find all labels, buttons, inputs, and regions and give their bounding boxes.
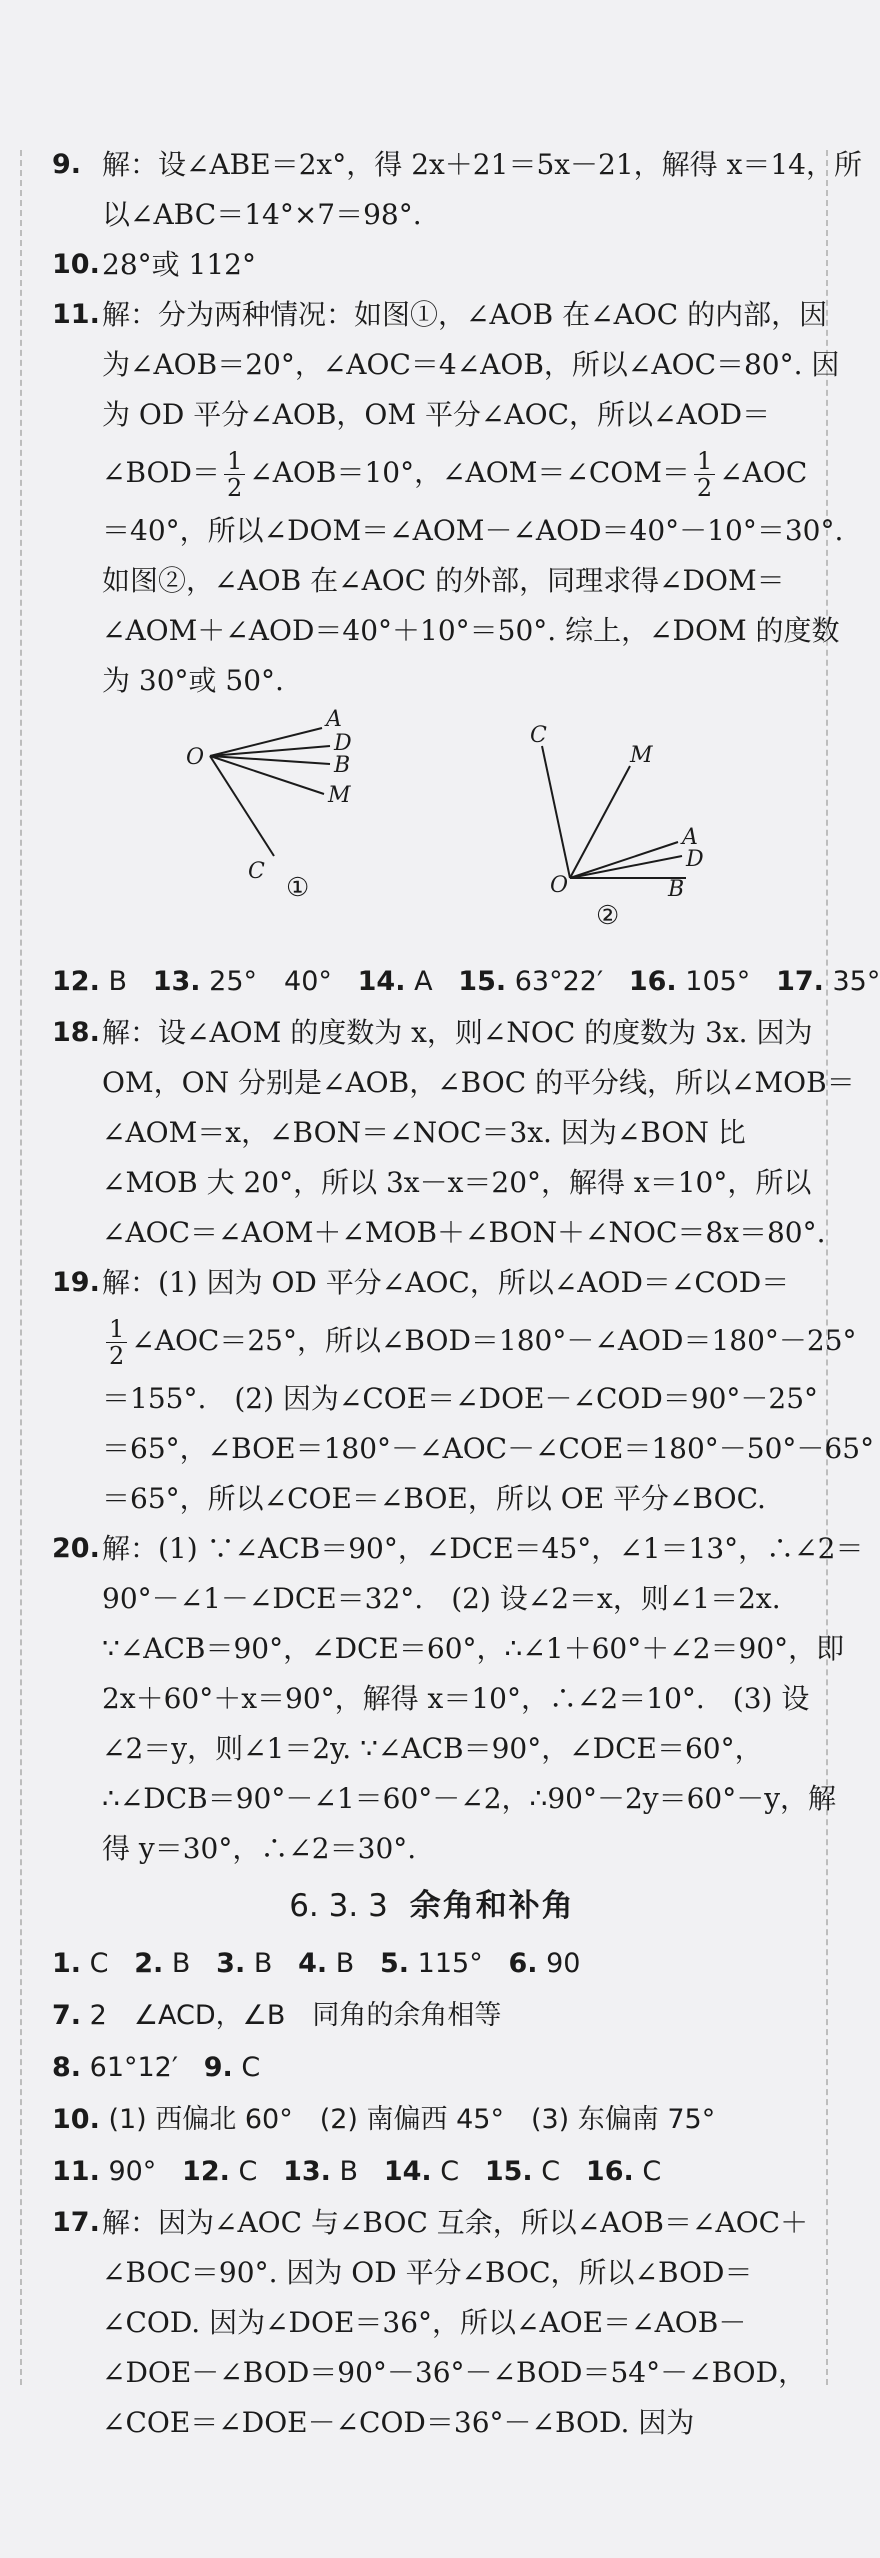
text-segment: ∠AOB＝10°，∠AOM＝∠COM＝ bbox=[249, 456, 690, 489]
answer-value: 25° 40° bbox=[209, 966, 332, 997]
answer-value: C bbox=[541, 2156, 561, 2187]
answer-line: ∠COE＝∠DOE－∠COD＝36°－∠BOD. 因为 bbox=[102, 2406, 695, 2439]
answer-line-fraction bbox=[102, 1308, 857, 1374]
item-number: 14. bbox=[383, 2156, 432, 2187]
answer-line: ∠AOM＋∠AOD＝40°＋10°＝50°. 综上，∠DOM 的度数 bbox=[102, 614, 840, 647]
answer-value: 61°12′ bbox=[89, 2052, 178, 2083]
answer-value: 2 ∠ACD，∠B 同角的余角相等 bbox=[89, 2000, 502, 2031]
answer-value: A bbox=[414, 966, 433, 997]
answer-10 bbox=[52, 240, 812, 290]
label-b: B bbox=[668, 877, 685, 902]
answer-line-fraction bbox=[102, 440, 812, 506]
answer-line: 得 y＝30°，∴∠2＝30°. bbox=[102, 1832, 417, 1865]
answer-line: 为 OD 平分∠AOB，OM 平分∠AOC，所以∠AOD＝ bbox=[102, 398, 771, 431]
answer-value: C bbox=[241, 2052, 261, 2083]
answer-value: 90° bbox=[108, 2156, 157, 2187]
item-number: 6. bbox=[508, 1948, 538, 1979]
figure-2-diagram bbox=[522, 706, 762, 946]
answer-line: 解：设∠AOM 的度数为 x，则∠NOC 的度数为 3x. 因为 bbox=[102, 1016, 813, 1049]
text-segment: ∠AOC bbox=[719, 456, 808, 489]
answer-value: 115° bbox=[417, 1948, 483, 1979]
answers-11-16 bbox=[52, 2146, 812, 2198]
answer-line: ∴∠DCB＝90°－∠1＝60°－∠2，∴90°－2y＝60°－y，解 bbox=[102, 1782, 837, 1815]
label-c: C bbox=[248, 859, 265, 884]
item-number: 9. bbox=[52, 149, 82, 180]
answer-20 bbox=[52, 1524, 864, 1874]
section-heading bbox=[52, 1874, 812, 1938]
answer-line: ＝40°，所以∠DOM＝∠AOM－∠AOD＝40°－10°＝30°. bbox=[102, 514, 844, 547]
item-number: 20. bbox=[52, 1533, 100, 1564]
item-number: 19. bbox=[52, 1267, 100, 1298]
answer-value: 105° bbox=[685, 966, 751, 997]
label-o: O bbox=[186, 745, 205, 770]
item-number: 11. bbox=[52, 2156, 100, 2187]
item-number: 16. bbox=[585, 2156, 634, 2187]
fraction-numerator: 1 bbox=[106, 1316, 127, 1343]
label-a: A bbox=[326, 707, 342, 732]
answer-value: C bbox=[89, 1948, 109, 1979]
item-number: 10. bbox=[52, 249, 100, 280]
item-number: 18. bbox=[52, 1017, 100, 1048]
item-number: 3. bbox=[216, 1948, 246, 1979]
answer-line: ＝65°，所以∠COE＝∠BOE，所以 OE 平分∠BOC. bbox=[102, 1482, 766, 1515]
figure-mark: ① bbox=[286, 873, 310, 903]
text-segment: ∠BOD＝ bbox=[102, 456, 220, 489]
answer-line: 为 30°或 50°. bbox=[102, 664, 284, 697]
text-segment: ∠AOC＝25°，所以∠BOD＝180°－∠AOD＝180°－25° bbox=[131, 1324, 857, 1357]
item-number: 13. bbox=[152, 966, 201, 997]
answers-1-6 bbox=[52, 1938, 812, 1990]
answer-line: 28°或 112° bbox=[102, 248, 256, 281]
answer-line: ∠2＝y，则∠1＝2y. ∵∠ACB＝90°，∠DCE＝60°， bbox=[102, 1732, 763, 1765]
label-m: M bbox=[328, 783, 351, 808]
answer-value: (1) 西偏北 60° (2) 南偏西 45° (3) 东偏南 75° bbox=[108, 2104, 716, 2135]
answer-value: C bbox=[238, 2156, 258, 2187]
answer-line: ∠COD. 因为∠DOE＝36°，所以∠AOE＝∠AOB－ bbox=[102, 2306, 747, 2339]
answer-line: ＝155°. (2) 因为∠COE＝∠DOE－∠COD＝90°－25° bbox=[102, 1382, 819, 1415]
answer-line: ∠AOC＝∠AOM＋∠MOB＋∠BON＋∠NOC＝8x＝80°. bbox=[102, 1216, 826, 1249]
answer-18 bbox=[52, 1008, 855, 1258]
item-number: 13. bbox=[283, 2156, 331, 2187]
answer-content bbox=[52, 140, 880, 2448]
item-number: 17. bbox=[776, 966, 824, 997]
ray-oc bbox=[542, 746, 570, 878]
fraction-half bbox=[694, 448, 715, 501]
answer-line: 解：(1) 因为 OD 平分∠AOC，所以∠AOD＝∠COD＝ bbox=[102, 1266, 790, 1299]
answer-line: 90°－∠1－∠DCE＝32°. (2) 设∠2＝x，则∠1＝2x. bbox=[102, 1582, 781, 1615]
answer-line: ∠MOB 大 20°，所以 3x－x＝20°，解得 x＝10°，所以 bbox=[102, 1166, 812, 1199]
answer-line: ＝65°，∠BOE＝180°－∠AOC－∠COE＝180°－50°－65° bbox=[102, 1432, 875, 1465]
label-b: B bbox=[334, 753, 351, 778]
ray-oc bbox=[210, 756, 274, 856]
answer-19 bbox=[52, 1258, 875, 1524]
fraction-numerator: 1 bbox=[694, 448, 715, 475]
fraction-half bbox=[224, 448, 245, 501]
answer-value: B bbox=[335, 1948, 355, 1979]
fraction-half bbox=[106, 1316, 127, 1369]
answer-value: B bbox=[339, 2156, 359, 2187]
fraction-denominator: 2 bbox=[226, 474, 243, 502]
answer-value: B bbox=[108, 966, 127, 997]
label-c: C bbox=[530, 723, 547, 748]
item-number: 8. bbox=[52, 2052, 82, 2083]
left-margin-rule bbox=[20, 150, 22, 2385]
section-title: 余角和补角 bbox=[409, 1888, 575, 1924]
item-number: 14. bbox=[357, 966, 406, 997]
answer-11 bbox=[52, 290, 844, 706]
item-number: 10. bbox=[52, 2104, 100, 2135]
label-d: D bbox=[334, 731, 352, 756]
answer-line: 为∠AOB＝20°，∠AOC＝4∠AOB，所以∠AOC＝80°. 因 bbox=[102, 348, 840, 381]
answer-value: 90 bbox=[546, 1948, 581, 1979]
answer-line: ∠DOE－∠BOD＝90°－36°－∠BOD＝54°－∠BOD， bbox=[102, 2356, 807, 2389]
answer-value: C bbox=[440, 2156, 460, 2187]
answer-line: ∠BOC＝90°. 因为 OD 平分∠BOC，所以∠BOD＝ bbox=[102, 2256, 753, 2289]
answer-line: 2x＋60°＋x＝90°，解得 x＝10°，∴∠2＝10°. (3) 设 bbox=[102, 1682, 810, 1715]
angle-figures bbox=[52, 706, 812, 956]
item-number: 17. bbox=[52, 2207, 100, 2238]
label-o: O bbox=[550, 873, 569, 898]
answer-line: ∠AOM＝x，∠BON＝∠NOC＝3x. 因为∠BON 比 bbox=[102, 1116, 746, 1149]
answer-value: B bbox=[253, 1948, 273, 1979]
answer-10-directions bbox=[52, 2094, 812, 2146]
answer-line: 解：分为两种情况：如图①，∠AOB 在∠AOC 的内部，因 bbox=[102, 298, 828, 331]
fraction-denominator: 2 bbox=[109, 1342, 125, 1370]
item-number: 1. bbox=[52, 1948, 82, 1979]
answer-line: ∵∠ACB＝90°，∠DCE＝60°，∴∠1＋60°＋∠2＝90°，即 bbox=[102, 1632, 845, 1665]
item-number: 7. bbox=[52, 2000, 82, 2031]
item-number: 12. bbox=[182, 2156, 230, 2187]
answer-7 bbox=[52, 1990, 812, 2042]
answer-line: 解：(1) ∵∠ACB＝90°，∠DCE＝45°，∠1＝13°，∴∠2＝ bbox=[102, 1532, 864, 1565]
answer-value: B bbox=[171, 1948, 191, 1979]
item-number: 15. bbox=[458, 966, 507, 997]
answer-line: 解：因为∠AOC 与∠BOC 互余，所以∠AOB＝∠AOC＋ bbox=[102, 2206, 809, 2239]
item-number: 12. bbox=[52, 966, 100, 997]
answer-17-section bbox=[52, 2198, 812, 2448]
answers-8-9 bbox=[52, 2042, 812, 2094]
answer-line: OM，ON 分别是∠AOB，∠BOC 的平分线，所以∠MOB＝ bbox=[102, 1066, 855, 1099]
item-number: 2. bbox=[134, 1948, 164, 1979]
answer-value: 35° bbox=[832, 966, 880, 997]
answer-value: C bbox=[642, 2156, 662, 2187]
answer-line: 以∠ABC＝14°×7＝98°. bbox=[102, 198, 422, 231]
item-number: 15. bbox=[484, 2156, 533, 2187]
answer-value: 63°22′ bbox=[514, 966, 604, 997]
answer-line: 解：设∠ABE＝2x°，得 2x＋21＝5x－21，解得 x＝14，所 bbox=[102, 148, 862, 181]
section-number: 6. 3. 3 bbox=[289, 1888, 388, 1924]
item-number: 9. bbox=[203, 2052, 233, 2083]
label-d: D bbox=[686, 847, 704, 872]
figure-mark: ② bbox=[596, 901, 620, 931]
item-number: 16. bbox=[628, 966, 677, 997]
fraction-numerator: 1 bbox=[224, 448, 245, 475]
item-number: 5. bbox=[380, 1948, 410, 1979]
fraction-denominator: 2 bbox=[696, 474, 713, 502]
right-margin-rule bbox=[826, 150, 828, 2385]
item-number: 4. bbox=[298, 1948, 328, 1979]
item-number: 11. bbox=[52, 299, 100, 330]
answer-line: 如图②，∠AOB 在∠AOC 的外部，同理求得∠DOM＝ bbox=[102, 564, 785, 597]
answers-12-17 bbox=[52, 956, 880, 1008]
label-a: A bbox=[682, 825, 698, 850]
answer-9 bbox=[52, 140, 862, 240]
label-m: M bbox=[630, 743, 653, 768]
figure-1-diagram bbox=[182, 706, 402, 946]
